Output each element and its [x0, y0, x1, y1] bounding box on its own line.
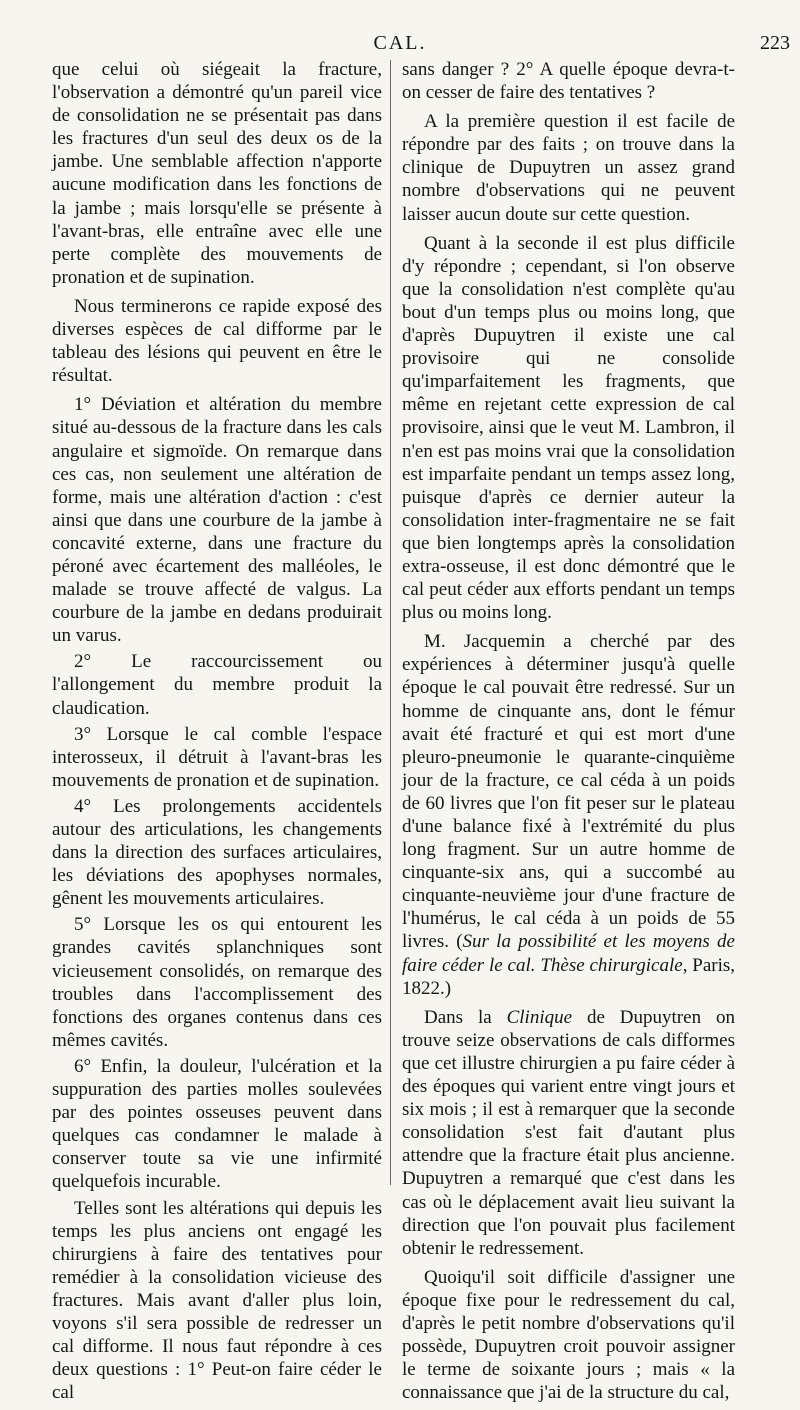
page-header — [0, 0, 800, 56]
paragraph — [402, 630, 735, 1000]
citation-title: Sur la possibilité et les moyens de faire céder le cal. Thèse chirurgicale — [402, 931, 735, 976]
paragraph: 1° Déviation et altération du membre situé au-dessous de la fracture dans les cals angulaire et sigmoïde. On remarque dans ces cas, non seulement une altération de forme, mais une altération d'action : c'est ainsi que dans une courbure de la jambe à concavité externe, dans une fracture du péroné avec écartement des malléoles, le malade se trouve affecté de valgus. La courbure de la jambe en dedans produirait un varus. — [52, 394, 382, 647]
paragraph-text: M. Jacquemin a cherché par des expériences à déterminer jusqu'à quelle époque le cal pouvait être redressé. Sur un homme de cinquante ans, dont le fémur avait été fracturé et qui est mort d'une pleuro-pneumonie le quarante-cinquième jour de la fracture, ce cal céda à un poids de 60 livres que l'on fit peser sur le plateau d'une balance fixé à l'extrémité du plus long fragment. Sur un autre homme de cinquante-six ans, qui a succombé au cinquante-neuvième jour d'une fracture de l'humérus, le cal céda à un poids de 55 livres. ( — [402, 631, 735, 953]
clinique-title: Clinique — [506, 1006, 573, 1028]
page-number: 223 — [760, 32, 790, 54]
paragraph: que celui où siégeait la fracture, l'observation a démontré qu'un pareil vice de consolidation ne se présentait pas dans les fractures d'un seul des deux os de la jambe. Une semblable affection n'apporte aucune modification dans les fonctions de la jambe ; mais lorsqu'elle se présente à l'avant-bras, elle entraîne avec elle une perte complète des mouvements de pronation et de supination. — [52, 59, 382, 288]
paragraph: 6° Enfin, la douleur, l'ulcération et la suppuration des parties molles soulevées par des pointes osseuses peuvent dans quelques cas condamner le malade à conserver toute sa vie une infirmité quelquefois incurable. — [52, 1055, 382, 1193]
running-title: CAL. — [373, 32, 427, 54]
paragraph: Quoiqu'il soit difficile d'assigner une époque fixe pour le redressement du cal, d'après le petit nombre d'observations qu'il possède, Dupuytren croit pouvoir assigner le terme de soixante jours ; mais « la connaissance que j'ai de la structure du cal, — [402, 1266, 735, 1404]
paragraph: Telles sont les altérations qui depuis les temps les plus anciens ont engagé les chirurgiens à faire des tentatives pour remédier à la consolidation vicieuse des fractures. Mais avant d'aller plus loin, voyons s'il sera possible de redresser un cal difforme. Il nous faut répondre à ces deux questions : 1° Peut-on faire céder le cal — [52, 1197, 382, 1404]
paragraph: Nous terminerons ce rapide exposé des diverses espèces de cal difforme par le tableau des lésions qui peuvent en être le résultat. — [52, 295, 382, 387]
paragraph: sans danger ? 2° A quelle époque devra-t-on cesser de faire des tentatives ? — [402, 59, 735, 104]
paragraph-text: Dans la — [424, 1006, 507, 1028]
column-divider — [390, 60, 391, 1185]
paragraph: A la première question il est facile de répondre par des faits ; on trouve dans la clinique de Dupuytren un assez grand nombre d'observations qui ne peuvent laisser aucun doute sur cette question. — [402, 111, 735, 225]
paragraph — [402, 1006, 735, 1260]
paragraph: 4° Les prolongements accidentels autour des articulations, les changements dans la direction des surfaces articulaires, les déviations des apophyses normales, gênent les mouvements articulaires. — [52, 795, 382, 910]
paragraph: 2° Le raccourcissement ou l'allongement du membre produit la claudication. — [52, 651, 382, 719]
paragraph: 3° Lorsque le cal comble l'espace interosseux, il détruit à l'avant-bras les mouvements de pronation et de supination. — [52, 723, 382, 791]
paragraph: Quant à la seconde il est plus difficile d'y répondre ; cependant, si l'on observe que la consolidation n'est complète qu'au bout d'un temps plus ou moins long, que d'après Dupuytren il existe une cal provisoire qui ne consolide qu'imparfaitement les fragments, que même en rejetant cette expression de cal provisoire, ainsi que le veut M. Lambron, il n'en est pas moins vrai que la consolidation est imparfaite pendant un temps assez long, puisque d'après ce dernier auteur la consolidation inter-fragmentaire ne se fait que bien longtemps après la consolidation extra-osseuse, il est donc démontré que le cal peut céder aux efforts pendant un temps plus ou moins long. — [402, 232, 735, 624]
paragraph-text: de Dupuytren on trouve seize observations de cals difformes que cet illustre chirurgien a pu faire céder à des époques qui varient entre vingt jours et six mois ; il est à remarquer que la seconde consolidation s'est fait d'autant plus attendre que la fracture était plus ancienne. Dupuytren a remarqué que c'est dans les cas où le déplacement avait lieu suivant la direction que l'on pouvait plus facilement obtenir le redressement. — [402, 1006, 735, 1259]
left-column — [52, 58, 382, 1410]
paragraph: 5° Lorsque les os qui entourent les grandes cavités splanchniques sont vicieusement consolidés, on remarque des troubles dans l'accomplissement des fonctions des organes contenus dans ces mêmes cavités. — [52, 914, 382, 1051]
right-column — [402, 58, 735, 1410]
citation-end: , Paris, 1822.) — [402, 954, 736, 999]
